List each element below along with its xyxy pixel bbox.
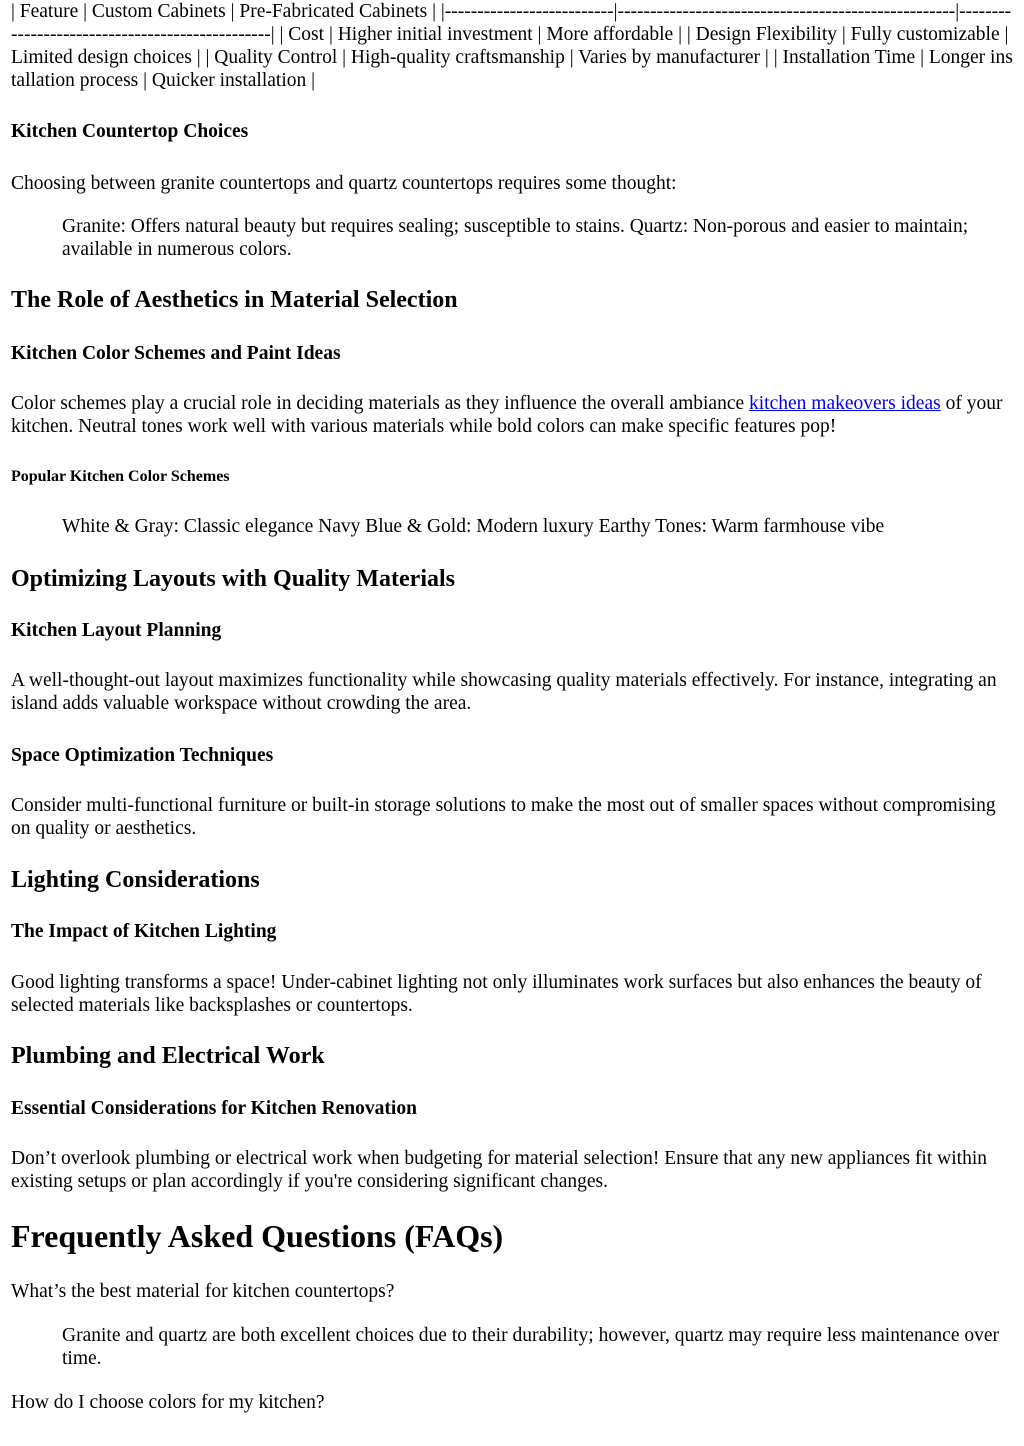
popular-schemes-heading: Popular Kitchen Color Schemes xyxy=(11,468,230,485)
countertop-heading: Kitchen Countertop Choices xyxy=(11,121,249,142)
aesthetics-heading: The Role of Aesthetics in Material Selection xyxy=(11,287,458,313)
faq-question-1: What’s the best material for kitchen countertops? xyxy=(11,1281,395,1302)
kitchen-lighting-paragraph: Good lighting transforms a space! Under-cabinet lighting not only illuminates work surfaces but also enhances the beauty of selected materials like backsplashes or countertops. xyxy=(11,972,982,1016)
color-schemes-text-before: Color schemes play a crucial role in deciding materials as they influence the overall ambiance xyxy=(11,393,750,414)
renovation-considerations-paragraph: Don’t overlook plumbing or electrical work when budgeting for material selection! Ensure that any new appliances fit within existing setups or plan accordingly if you're considering significant changes. xyxy=(11,1148,987,1192)
renovation-considerations-heading: Essential Considerations for Kitchen Renovation xyxy=(11,1098,417,1119)
faq-heading: Frequently Asked Questions (FAQs) xyxy=(11,1218,504,1254)
countertop-intro: Choosing between granite countertops and quartz countertops requires some thought: xyxy=(11,173,677,194)
popular-schemes-list: White & Gray: Classic elegance Navy Blue & Gold: Modern luxury Earthy Tones: Warm farmhouse vibe xyxy=(62,516,885,537)
countertop-quote: Granite: Offers natural beauty but requires sealing; susceptible to stains. Quartz: Non-porous and easier to maintain; available in numerous colors. xyxy=(62,216,969,260)
plumbing-heading: Plumbing and Electrical Work xyxy=(11,1043,325,1069)
faq-answer-1: Granite and quartz are both excellent choices due to their durability; however, quartz may require less maintenance over time. xyxy=(62,1325,999,1369)
layouts-heading: Optimizing Layouts with Quality Materials xyxy=(11,566,455,592)
color-schemes-paragraph xyxy=(11,392,1016,438)
comparison-table-text: | Feature | Custom Cabinets | Pre-Fabricated Cabinets | |--------------------------|----------------------------------------------------|------------------------------------------------| | Cost | Higher initial investment | More affordable | | Design Flexibility | Fully customizable | Limited design choices | | Quality Control | High-quality craftsmanship | Varies by manufacturer | | Installation Time | Longer installation process | Quicker installation | xyxy=(11,1,1013,91)
color-schemes-text-after: of your kitchen. Neutral tones work well with various materials while bold colors can make specific features pop! xyxy=(11,393,1003,437)
layout-planning-heading: Kitchen Layout Planning xyxy=(11,620,222,641)
layout-planning-paragraph: A well-thought-out layout maximizes functionality while showcasing quality materials effectively. For instance, integrating an island adds valuable workspace without crowding the area. xyxy=(11,670,997,714)
faq-question-2: How do I choose colors for my kitchen? xyxy=(11,1392,325,1413)
lighting-heading: Lighting Considerations xyxy=(11,867,260,893)
kitchen-makeovers-link[interactable]: kitchen makeovers ideas xyxy=(749,393,941,414)
color-schemes-heading: Kitchen Color Schemes and Paint Ideas xyxy=(11,343,341,364)
kitchen-lighting-heading: The Impact of Kitchen Lighting xyxy=(11,921,277,942)
space-optimization-paragraph: Consider multi-functional furniture or built-in storage solutions to make the most out of smaller spaces without compromising on quality or aesthetics. xyxy=(11,795,996,839)
space-optimization-heading: Space Optimization Techniques xyxy=(11,745,274,766)
